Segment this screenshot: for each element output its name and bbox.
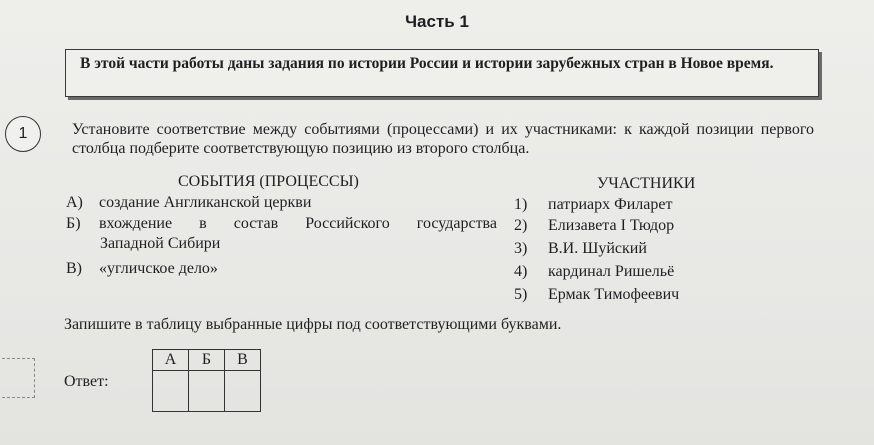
event-letter: В) xyxy=(66,260,82,277)
participant-item xyxy=(514,239,647,259)
event-text-continuation: Западной Сибири xyxy=(100,235,221,252)
task-number-badge: 1 xyxy=(5,116,41,152)
participant-item xyxy=(514,195,672,215)
event-letter: А) xyxy=(66,194,83,211)
participant-text: Елизавета I Тюдор xyxy=(548,217,675,234)
event-text: вхождение в состав Российского государства xyxy=(99,215,497,232)
event-text: «угличское дело» xyxy=(99,260,218,277)
answer-header-v: В xyxy=(225,350,261,371)
event-item xyxy=(66,214,498,234)
answer-instruction: Запишите в таблицу выбранные цифры под соответствующими буквами. xyxy=(64,316,562,333)
events-column-header: СОБЫТИЯ (ПРОЦЕССЫ) xyxy=(178,173,359,190)
intro-text: В этой части работы даны задания по истории России и истории зарубежных стран в Новое время. xyxy=(80,55,774,72)
event-letter: Б) xyxy=(66,215,81,232)
intro-box xyxy=(65,49,819,97)
event-item xyxy=(66,259,218,279)
score-box xyxy=(0,358,35,398)
event-item xyxy=(66,193,311,213)
answer-cell-v[interactable] xyxy=(225,371,261,412)
answer-cell-a[interactable] xyxy=(153,371,189,412)
participant-number: 5) xyxy=(514,286,528,303)
participant-text: В.И. Шуйский xyxy=(548,240,647,257)
participant-text: патриарх Филарет xyxy=(548,196,673,213)
participant-text: Ермак Тимофеевич xyxy=(548,286,680,303)
participant-text: кардинал Ришельё xyxy=(548,263,675,280)
answer-header-a: А xyxy=(153,350,189,371)
participant-item xyxy=(514,216,674,236)
answer-header-b: Б xyxy=(189,350,225,371)
answer-cell-b[interactable] xyxy=(189,371,225,412)
participant-item xyxy=(514,285,679,305)
answer-table xyxy=(152,349,261,412)
answer-label: Ответ: xyxy=(64,373,109,390)
participants-column-header: УЧАСТНИКИ xyxy=(597,175,696,192)
event-text: создание Англиканской церкви xyxy=(99,194,312,211)
participant-number: 4) xyxy=(514,263,528,280)
part-title: Часть 1 xyxy=(405,12,469,31)
participant-number: 3) xyxy=(514,240,528,257)
participant-number: 2) xyxy=(514,217,528,234)
participant-number: 1) xyxy=(514,196,528,213)
participant-item xyxy=(514,262,674,282)
task-instruction: Установите соответствие между событиями (процессами) и их участниками: к каждой позиции первого столбца подберите соответствующую позицию из второго столбца. xyxy=(72,121,814,157)
